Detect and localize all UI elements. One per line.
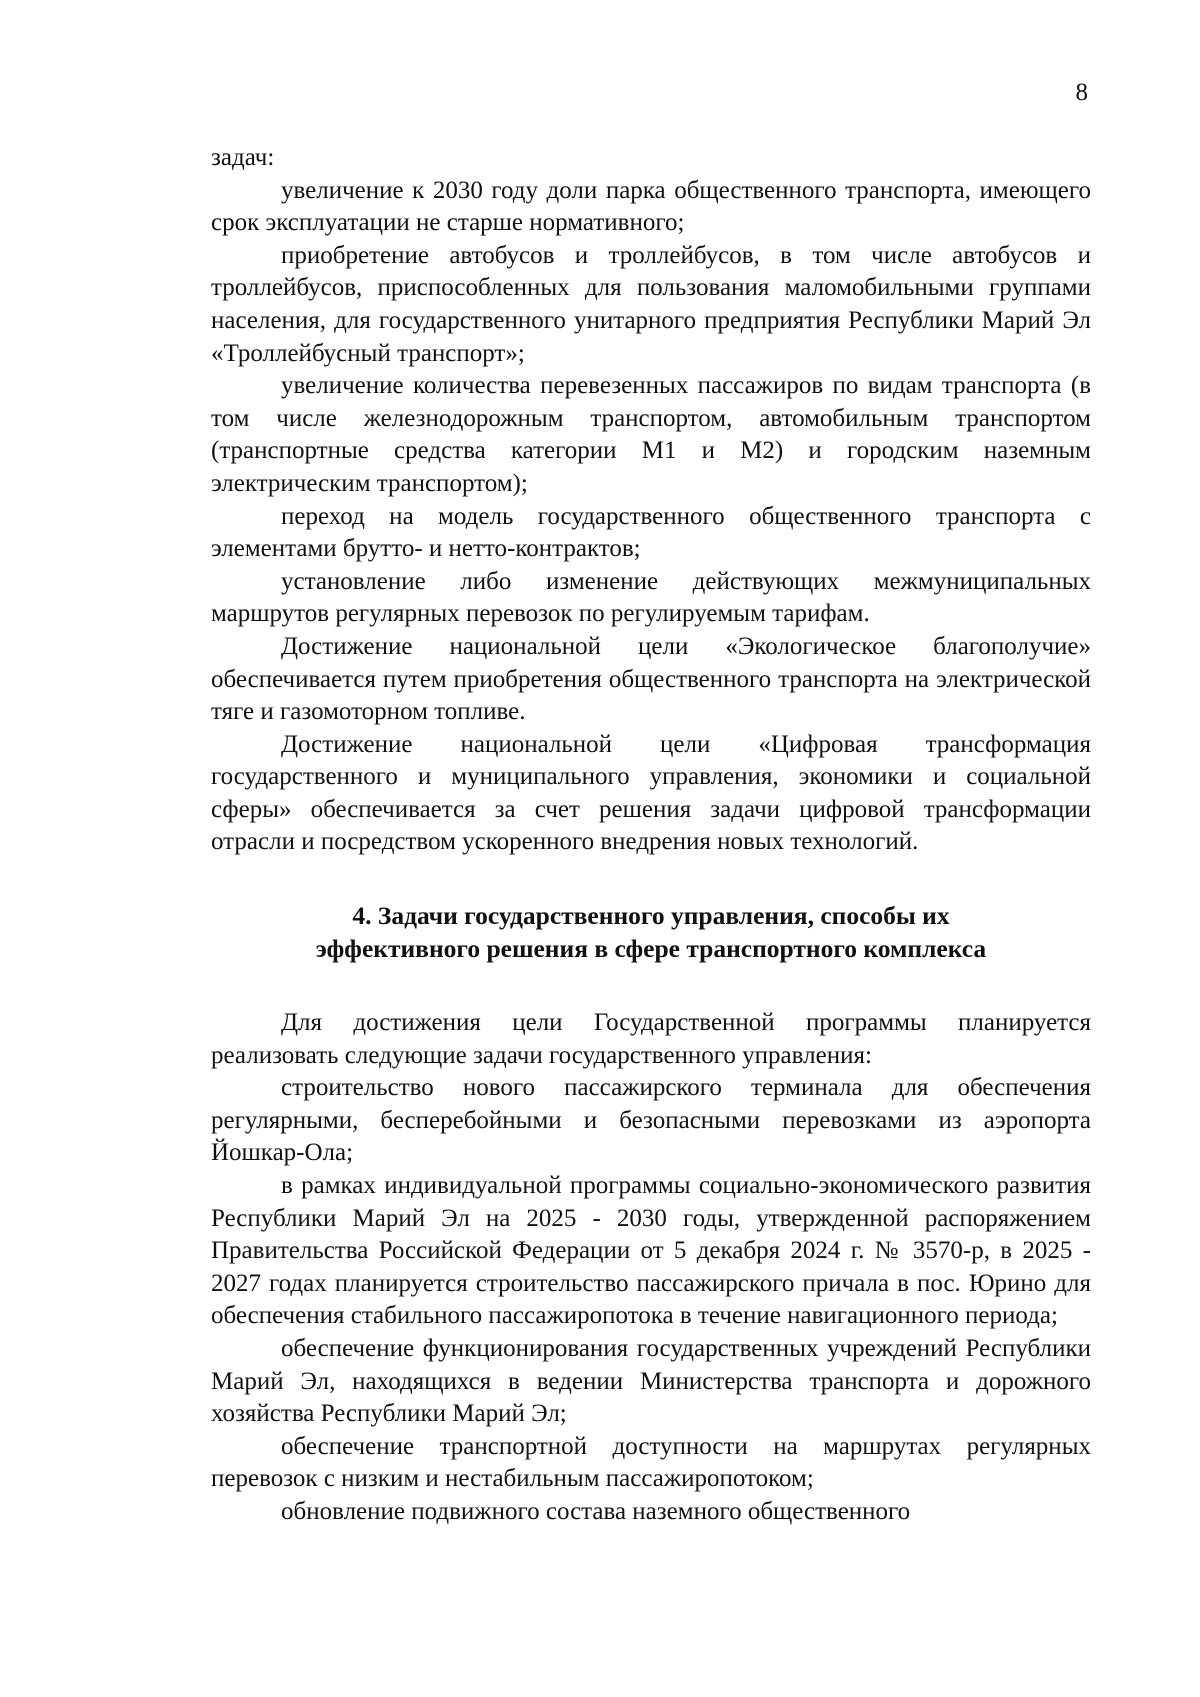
document-body — [211, 142, 1091, 1529]
paragraph: Достижение национальной цели «Цифровая трансформация государственного и муниципального управления, экономики и социальной сферы» обеспечивается за счет решения задачи цифровой трансформации отрасли и посредством ускоренного внедрения новых технологий. — [211, 730, 1091, 856]
paragraph: установление либо изменение действующих межмуниципальных маршрутов регулярных перевозок по регулируемым тарифам. — [211, 567, 1091, 628]
section-heading-line: 4. Задачи государственного управления, способы их — [352, 901, 950, 931]
paragraph: увеличение к 2030 году доли парка общественного транспорта, имеющего срок эксплуатации не старше нормативного; — [211, 176, 1091, 237]
paragraph: строительство нового пассажирского терминала для обеспечения регулярными, бесперебойными и безопасными перевозками из аэропорта Йошкар-Ола; — [211, 1074, 1091, 1167]
paragraph: обеспечение функционирования государственных учреждений Республики Марий Эл, находящихся в ведении Министерства транспорта и дорожного хозяйства Республики Марий Эл; — [211, 1335, 1091, 1428]
page-number: 8 — [1075, 79, 1088, 106]
section-heading — [211, 899, 1091, 965]
paragraph: задач: — [211, 144, 275, 171]
paragraph: приобретение автобусов и троллейбусов, в том числе автобусов и троллейбусов, приспособленных для пользования маломобильными группами населения, для государственного унитарного предприятия Республики Марий Эл «Троллейбусный транспорт»; — [211, 241, 1091, 367]
paragraph: в рамках индивидуальной программы социально-экономического развития Республики Марий Эл на 2025 - 2030 годы, утвержденной распоряжением Правительства Российской Федерации от 5 декабря 2024 г. № 3570-р, в 2025 - 2027 годах планируется строительство пассажирского причала в пос. Юрино для обеспечения стабильного пассажиропотока в течение навигационного периода; — [211, 1172, 1091, 1330]
paragraph: Для достижения цели Государственной программы планируется реализовать следующие задачи государственного управления: — [211, 1009, 1091, 1069]
paragraph: увеличение количества перевезенных пассажиров по видам транспорта (в том числе железнодорожным транспортом, автомобильным транспортом (транспортные средства категории М1 и М2) и городским наземным электрическим транспортом); — [211, 372, 1091, 497]
paragraph: переход на модель государственного общественного транспорта с элементами брутто- и нетто-контрактов; — [211, 502, 1091, 563]
paragraph: обеспечение транспортной доступности на маршрутах регулярных перевозок с низким и нестабильным пассажиропотоком; — [211, 1432, 1091, 1493]
section-heading-line: эффективного решения в сфере транспортного комплекса — [315, 934, 987, 964]
paragraph: Достижение национальной цели «Экологическое благополучие» обеспечивается путем приобретения общественного транспорта на электрической тяге и газомоторном топливе. — [211, 632, 1091, 726]
paragraph: обновление подвижного состава наземного общественного — [281, 1497, 911, 1525]
